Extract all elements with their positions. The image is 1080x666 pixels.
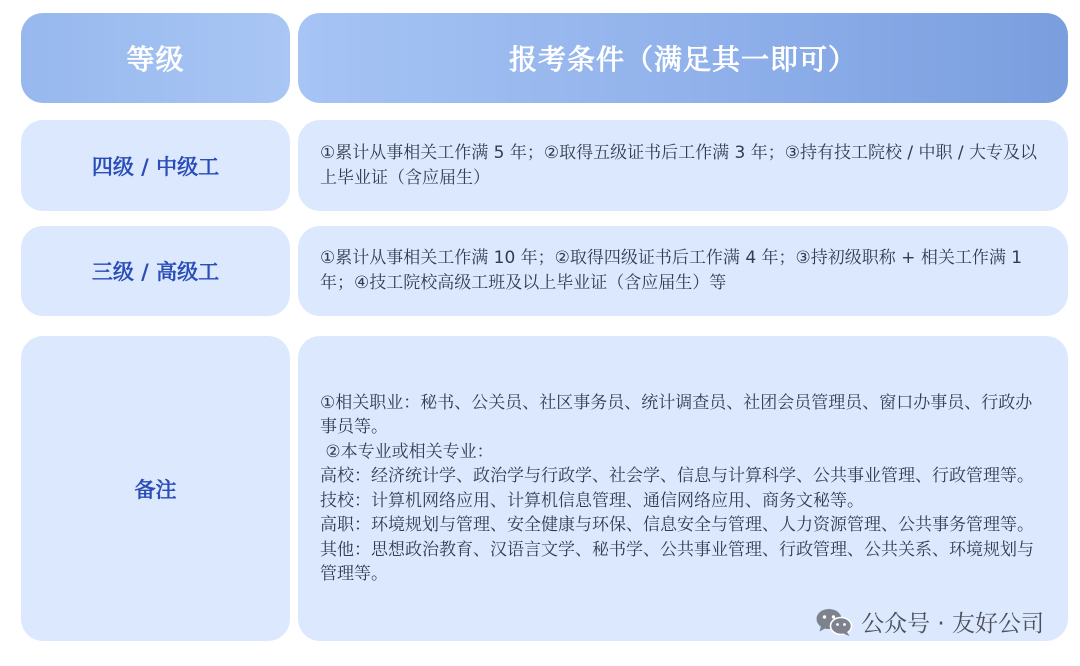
header-level: 等级 <box>126 43 185 76</box>
row-conditions-text: ①累计从事相关工作满 10 年；②取得四级证书后工作满 4 年；③持初级职称 + 相关工作满 1 年；④技工院校高级工班及以上毕业证（含应届生）等 <box>320 248 1023 293</box>
notes-label-cell <box>21 336 290 641</box>
note-line: ①相关职业：秘书、公关员、社区事务员、统计调查员、社团会员管理员、窗口办事员、行政办事员等。 <box>320 392 1033 437</box>
wechat-icon <box>815 607 853 637</box>
note-line: 高职：环境规划与管理、安全健康与环保、信息安全与管理、人力资源管理、公共事务管理等。 <box>320 515 1034 535</box>
watermark-text: 公众号 · 友好公司 <box>861 611 1044 637</box>
header-conditions: 报考条件（满足其一即可） <box>508 43 857 76</box>
note-line: 技校：计算机网络应用、计算机信息管理、通信网络应用、商务文秘等。 <box>320 490 864 511</box>
notes-label: 备注 <box>134 477 177 502</box>
row-level-label: 三级 / 高级工 <box>91 260 220 284</box>
row-level-cell <box>21 120 290 211</box>
notes-content-cell <box>298 336 1068 641</box>
notes-content <box>320 391 1048 587</box>
header-conditions-cell <box>298 13 1068 103</box>
row-conditions-text: ①累计从事相关工作满 5 年；②取得五级证书后工作满 3 年；③持有技工院校 / 中职 / 大专及以上毕业证（含应届生） <box>320 142 1038 188</box>
row-conditions-cell <box>298 120 1068 211</box>
row-conditions-cell <box>298 226 1068 316</box>
note-line: ②本专业或相关专业： <box>320 441 494 462</box>
note-line: 高校：经济统计学、政治学与行政学、社会学、信息与计算科学、公共事业管理、行政管理等。 <box>320 466 1034 486</box>
watermark <box>815 605 1044 638</box>
header-level-cell <box>21 13 290 103</box>
note-line: 其他：思想政治教育、汉语言文学、秘书学、公共事业管理、行政管理、公共关系、环境规划与管理等。 <box>320 539 1034 584</box>
row-level-label: 四级 / 中级工 <box>91 154 220 179</box>
row-level-cell <box>21 226 290 316</box>
